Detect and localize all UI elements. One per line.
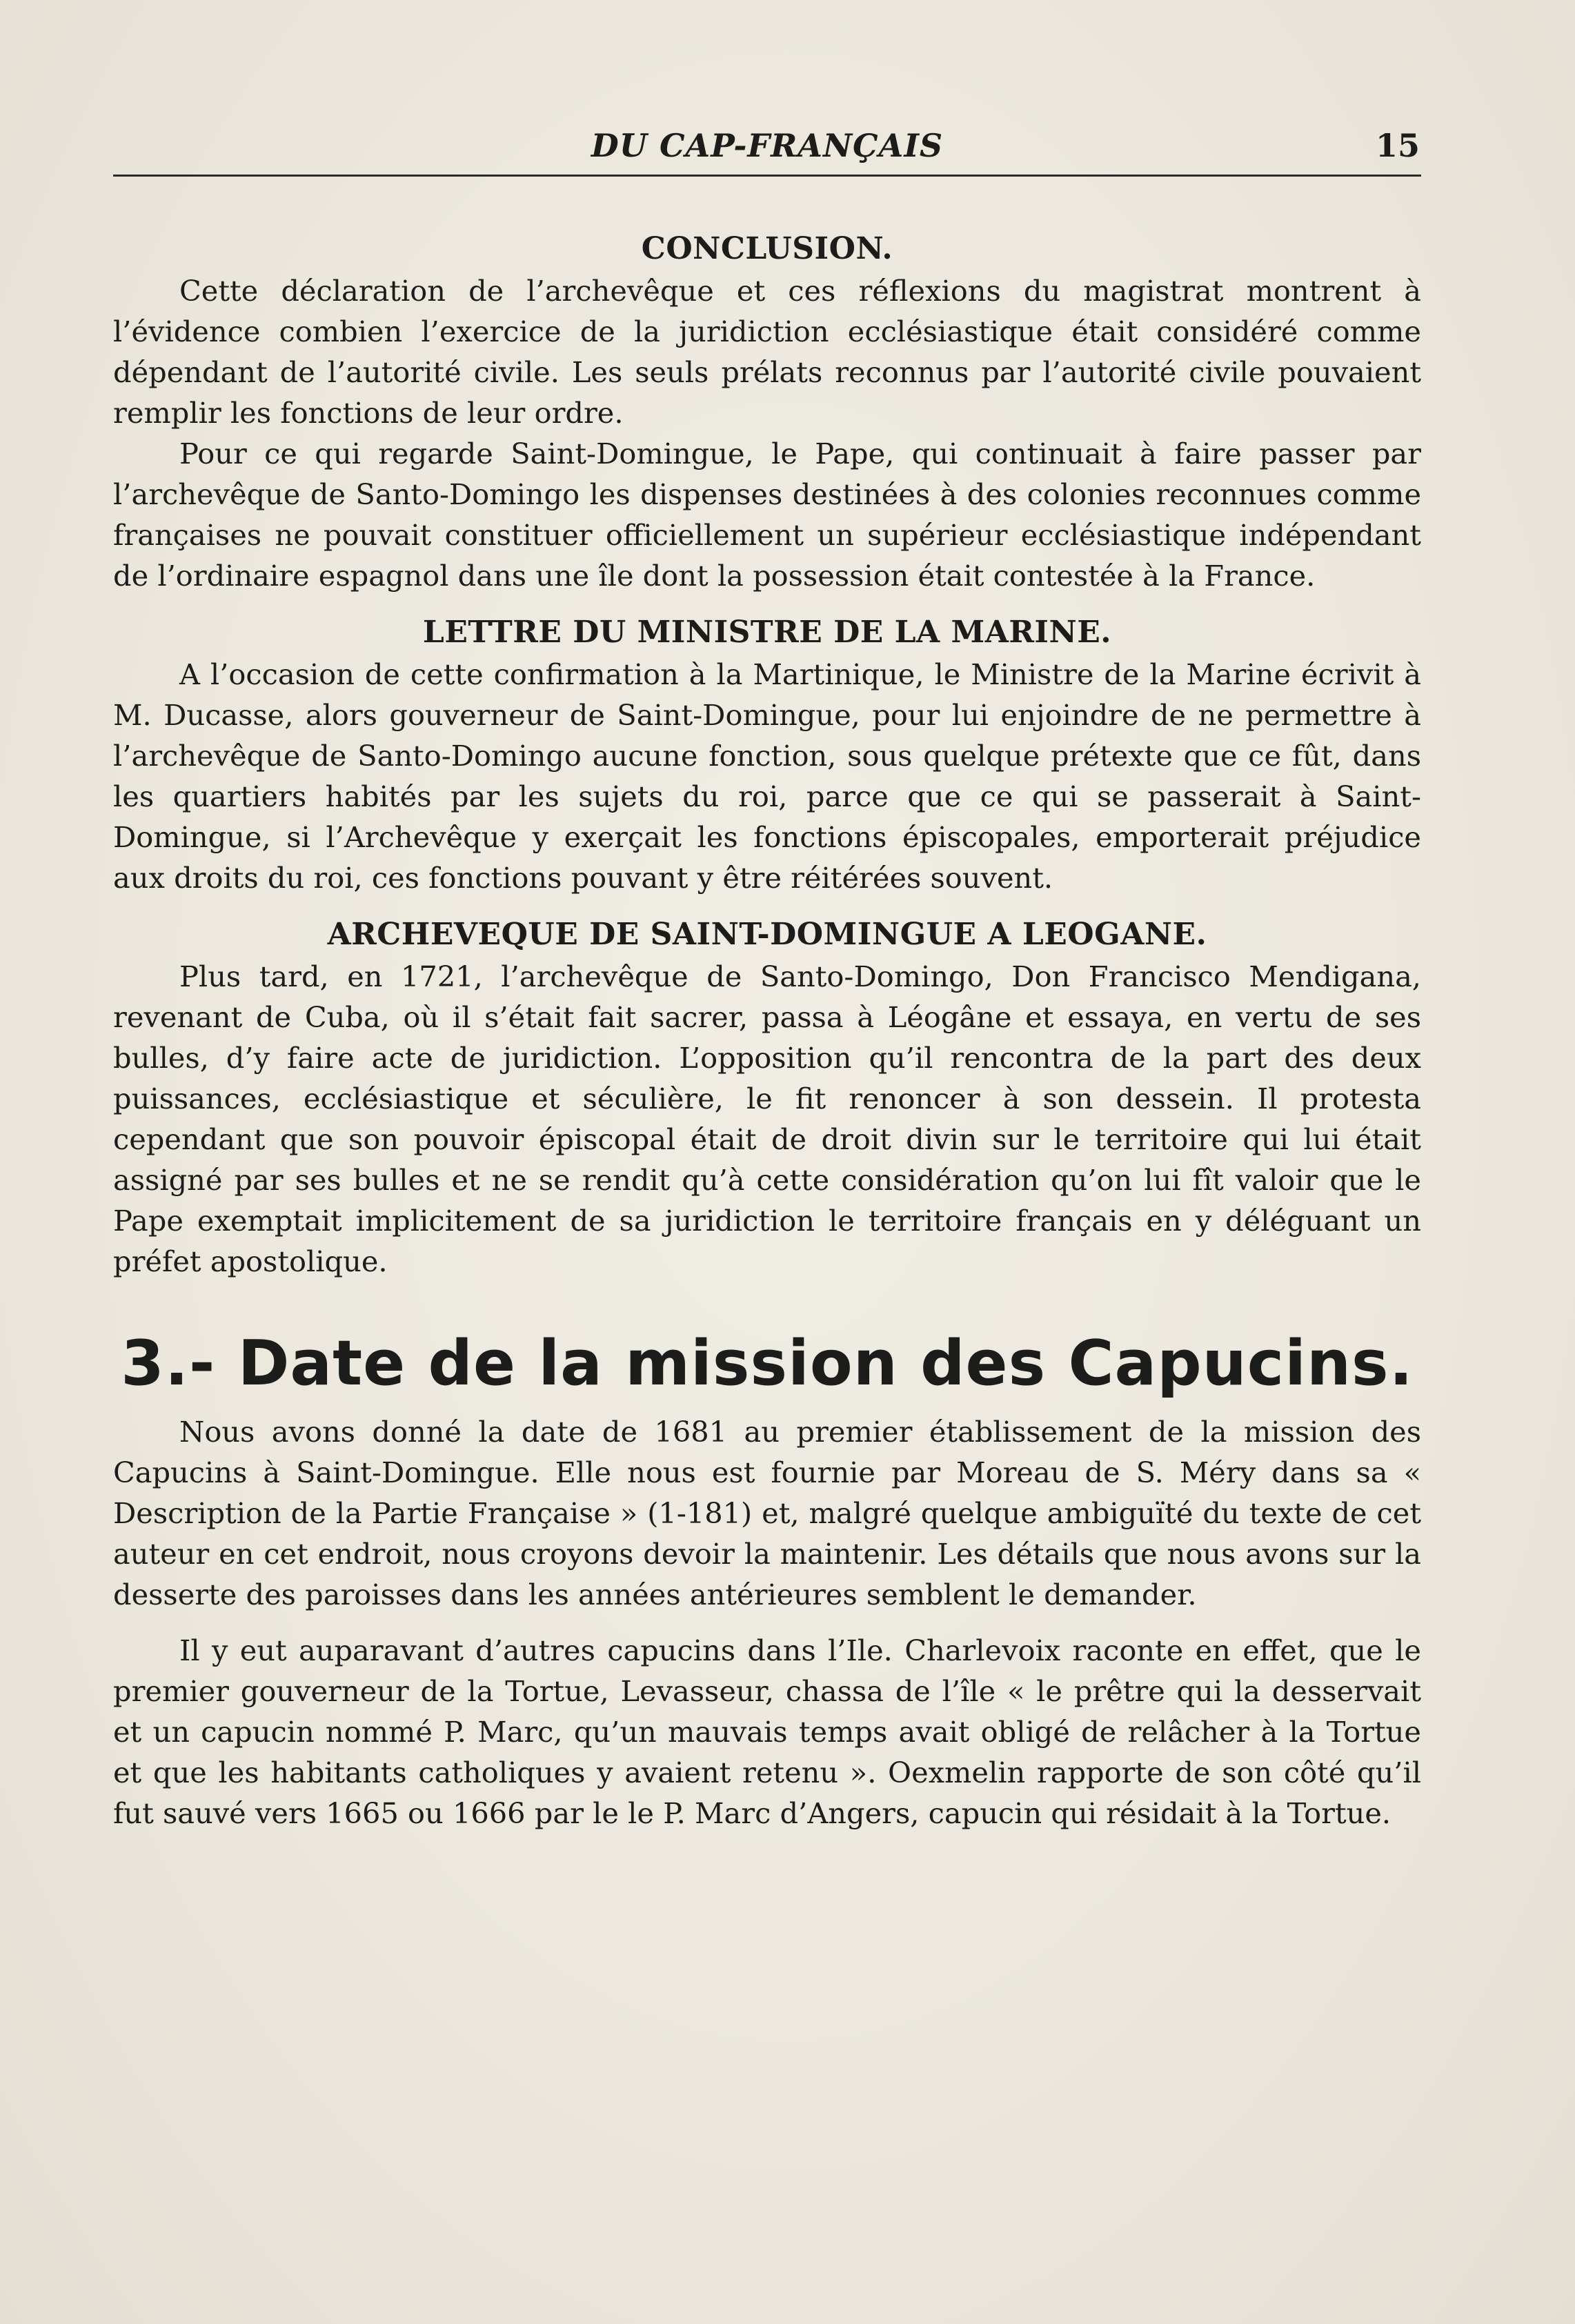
paragraph: Plus tard, en 1721, l’archevêque de Santo-Domingo, Don Francisco Mendigana, revenant de Cuba, où il s’était fait sacrer, passa à Léogâne et essaya, en vertu de ses bulles, d’y faire acte de juridiction. L’opposition qu’il rencontra de la part des deux puissances, ecclésiastique et séculière, le fit renoncer à son dessein. Il protesta cependant que son pouvoir épiscopal était de droit divin sur le territoire qui lui était assigné par ses bulles et ne se rendit qu’à cette considération qu’on lui fît valoir que le Pape exemptait implicitement de sa juridiction le territoire français en y déléguant un préfet apostolique. <box>113 960 1421 1278</box>
paragraph: A l’occasion de cette confirmation à la Martinique, le Ministre de la Marine écrivit à M. Ducasse, alors gouverneur de Saint-Domingue, pour lui enjoindre de ne permettre à l’archevêque de Santo-Domingo aucune fonction, sous quelque prétexte que ce fût, dans les quartiers habités par les sujets du roi, parce que ce qui se passerait à Saint-Domingue, si l’Archevêque y exerçait les fonctions épiscopales, emporterait préjudice aux droits du roi, ces fonctions pouvant y être réitérées souvent. <box>113 657 1421 895</box>
heading-mission-capucins: 3.- Date de la mission des Capucins. <box>121 1327 1414 1400</box>
heading-conclusion: CONCLUSION. <box>641 231 893 266</box>
page-body <box>113 228 1421 1834</box>
running-title: DU CAP-FRANÇAIS <box>591 127 944 164</box>
paragraph: Cette déclaration de l’archevêque et ces réflexions du magistrat montrent à l’évidence combien l’exercice de la juridiction ecclésiastique était considéré comme dépendant de l’autorité civile. Les seuls prélats reconnus par l’autorité civile pouvaient remplir les fonctions de leur ordre. <box>113 274 1421 430</box>
page-header <box>113 124 1421 171</box>
header-rule <box>113 175 1421 177</box>
heading-archeveque-leogane: ARCHEVEQUE DE SAINT-DOMINGUE A LEOGANE. <box>327 917 1207 952</box>
page-number: 15 <box>1375 127 1420 164</box>
paragraph: Pour ce qui regarde Saint-Domingue, le Pape, qui continuait à faire passer par l’archevêque de Santo-Domingo les dispenses destinées à des colonies reconnues comme françaises ne pouvait constituer officiellement un supérieur ecclésiastique indépendant de l’ordinaire espagnol dans une île dont la possession était contestée à la France. <box>113 437 1421 593</box>
paragraph: Il y eut auparavant d’autres capucins dans l’Ile. Charlevoix raconte en effet, que le premier gouverneur de la Tortue, Levasseur, chassa de l’île « le prêtre qui la desservait et un capucin nommé P. Marc, qu’un mauvais temps avait obligé de relâcher à la Tortue et que les habitants catholiques y avaient retenu ». Oexmelin rapporte de son côté qu’il fut sauvé vers 1665 ou 1666 par le le P. Marc d’Angers, capucin qui résidait à la Tortue. <box>113 1633 1421 1830</box>
paragraph: Nous avons donné la date de 1681 au premier établissement de la mission des Capucins à Saint-Domingue. Elle nous est fournie par Moreau de S. Méry dans sa « Description de la Partie Française » (1-181) et, malgré quelque ambiguïté du texte de cet auteur en cet endroit, nous croyons devoir la maintenir. Les détails que nous avons sur la desserte des paroisses dans les années antérieures semblent le demander. <box>113 1415 1421 1611</box>
heading-lettre-ministre: LETTRE DU MINISTRE DE LA MARINE. <box>422 615 1112 650</box>
